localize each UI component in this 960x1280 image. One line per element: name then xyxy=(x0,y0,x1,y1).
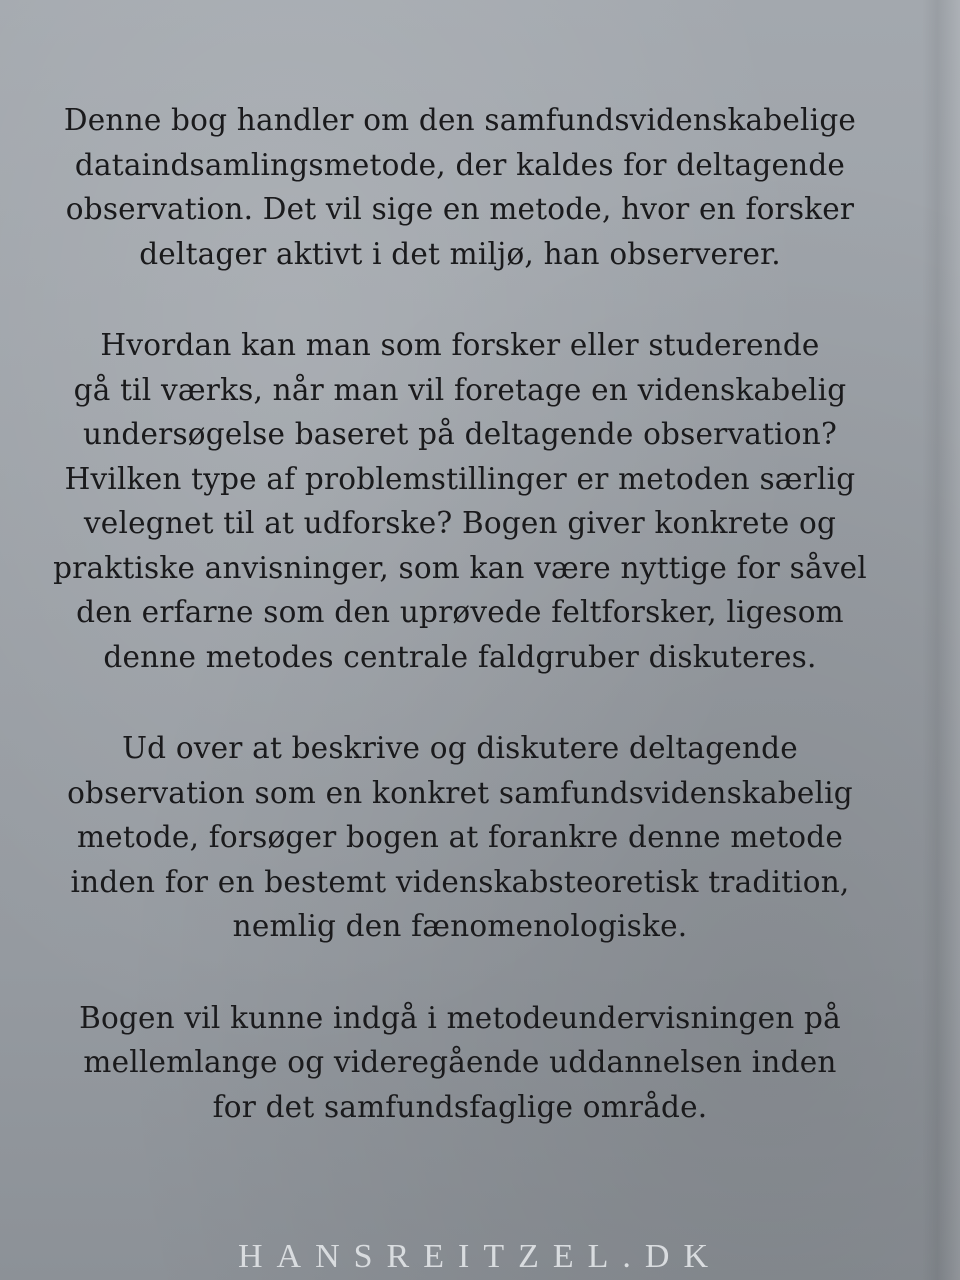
blurb-line: Ud over at beskrive og diskutere deltagende xyxy=(122,731,798,765)
blurb-line: metode, forsøger bogen at forankre denne metode xyxy=(77,820,843,854)
blurb-line: gå til værks, når man vil foretage en videnskabelig xyxy=(73,372,847,407)
blurb-line: nemlig den fænomenologiske. xyxy=(232,909,688,943)
blurb-line: dataindsamlingsmetode, der kaldes for deltagende xyxy=(74,147,846,182)
blurb-line: Hvilken type af problemstillinger er metoden særlig xyxy=(64,461,856,496)
blurb-line: Bogen vil kunne indgå i metodeundervisningen på xyxy=(79,1000,841,1035)
blurb-line: denne metodes centrale faldgruber diskuteres. xyxy=(103,639,817,674)
blurb-line: Denne bog handler om den samfundsvidenskabelige xyxy=(63,103,857,137)
blurb-line: praktiske anvisninger, som kan være nyttige for såvel xyxy=(53,550,867,585)
blurb-line: inden for en bestemt videnskabsteoretisk tradition, xyxy=(70,864,850,899)
blurb-line: mellemlange og videregående uddannelsen inden xyxy=(83,1045,837,1079)
blurb-line: Hvordan kan man som forsker eller studerende xyxy=(100,328,820,362)
blurb-line: observation som en konkret samfundsvidenskabelig xyxy=(67,775,853,810)
blurb-paragraph-2 xyxy=(40,323,880,679)
paragraph-gap xyxy=(40,949,880,996)
blurb-paragraph-4 xyxy=(40,996,880,1130)
blurb-line: for det samfundsfaglige område. xyxy=(212,1089,708,1124)
cover-edge-shading xyxy=(922,0,960,1280)
blurb-line: velegnet til at udforske? Bogen giver konkrete og xyxy=(83,506,837,540)
paragraph-gap xyxy=(40,679,880,726)
blurb-line: observation. Det vil sige en metode, hvor en forsker xyxy=(65,192,855,226)
publisher-website: HANSREITZEL.DK xyxy=(237,1238,723,1275)
blurb-line: den erfarne som den uprøvede feltforsker, ligesom xyxy=(76,595,844,629)
blurb-line: deltager aktivt i det miljø, han observerer. xyxy=(139,236,781,271)
blurb-paragraph-3 xyxy=(40,726,880,949)
back-cover-blurb xyxy=(40,98,880,1129)
blurb-paragraph-1 xyxy=(40,98,880,276)
blurb-line: undersøgelse baseret på deltagende observation? xyxy=(83,417,837,451)
paragraph-gap xyxy=(40,276,880,323)
